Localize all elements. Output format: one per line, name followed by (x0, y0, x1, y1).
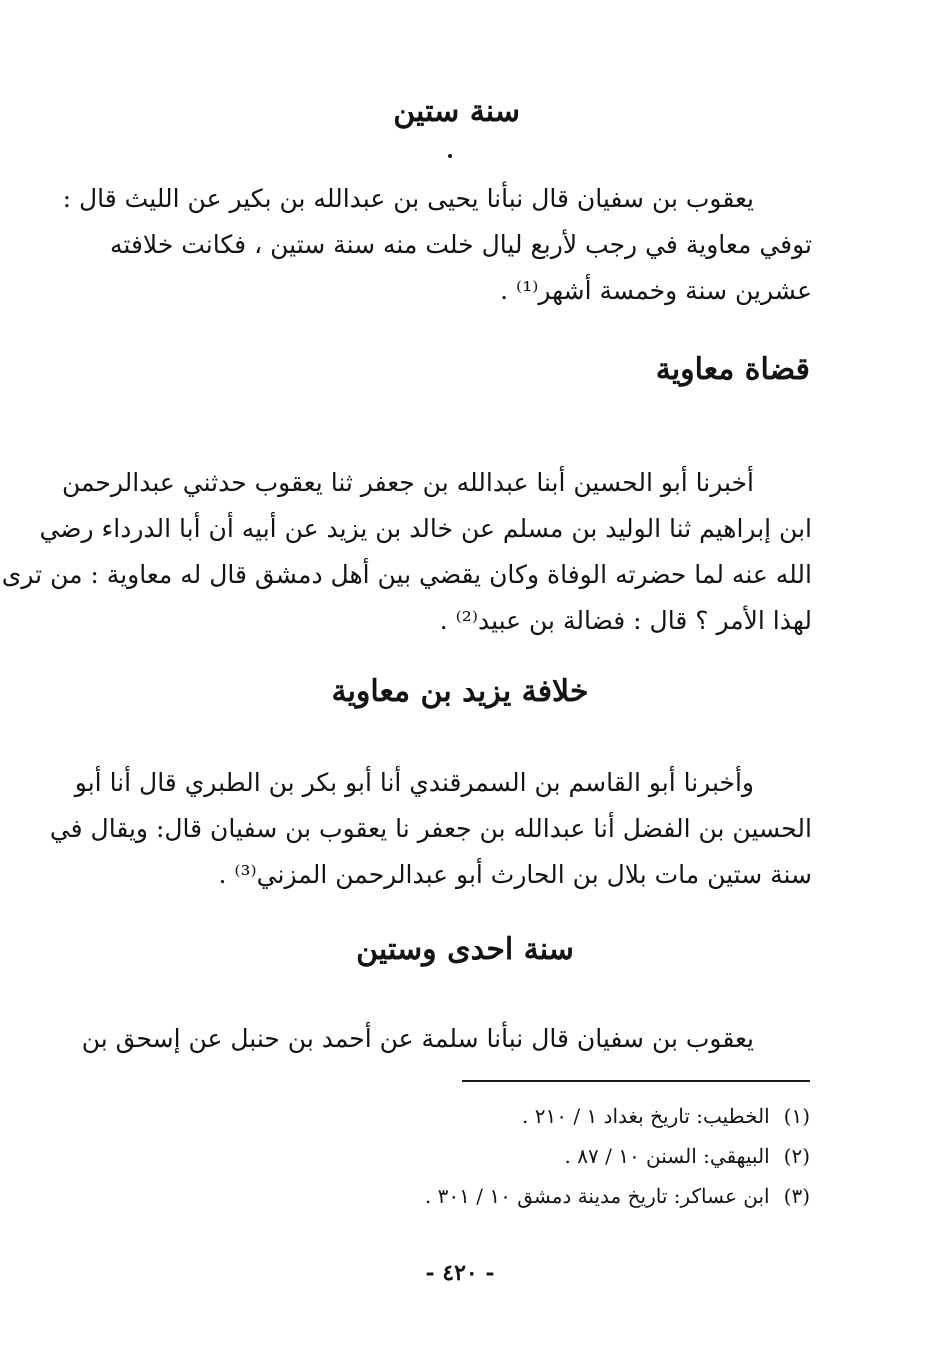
paragraph-line: يعقوب بن سفيان قال نبأنا سلمة عن أحمد بن حنبل عن إسحق بن (81, 1024, 754, 1053)
section-heading-year-60: سنة ستين (393, 94, 520, 129)
decorative-dot (448, 154, 452, 158)
footnote-text: ابن عساكر: تاريخ مدينة دمشق ١٠ / ٣٠١ . (424, 1184, 770, 1208)
footnote-2 (380, 1136, 810, 1176)
paragraph-line: الله عنه لما حضرته الوفاة وكان يقضي بين أهل دمشق قال له معاوية : من ترى (1, 560, 812, 589)
paragraph-line: توفي معاوية في رجب لأربع ليال خلت منه سنة ستين ، فكانت خلافته (110, 230, 812, 259)
footnote-number: (٣) (783, 1184, 810, 1208)
paragraph-muawiya-death (62, 176, 812, 314)
page-number: - ٤٢٠ - (425, 1260, 495, 1286)
footnote-3 (380, 1176, 810, 1216)
footnote-separator (462, 1080, 810, 1082)
footnote-number: (٢) (783, 1144, 810, 1168)
footnotes (380, 1096, 810, 1216)
paragraph-line: سنة ستين مات بلال بن الحارث أبو عبدالرحمن المزني⁽³⁾ . (218, 860, 812, 889)
paragraph-line: أخبرنا أبو الحسين أبنا عبدالله بن جعفر ثنا يعقوب حدثني عبدالرحمن (61, 468, 754, 497)
paragraph-year-61-chain (81, 1016, 812, 1062)
paragraph-line: الحسين بن الفضل أنا عبدالله بن جعفر نا يعقوب بن سفيان قال: ويقال في (49, 814, 812, 843)
paragraph-line: لهذا الأمر ؟ قال : فضالة بن عبيد⁽²⁾ . (439, 606, 812, 635)
paragraph-line: يعقوب بن سفيان قال نبأنا يحيى بن عبدالله بن بكير عن الليث قال : (62, 184, 754, 213)
paragraph-line: ابن إبراهيم ثنا الوليد بن مسلم عن خالد بن يزيد عن أبيه أن أبا الدرداء رضي (39, 514, 812, 543)
paragraph-bilal-death (49, 760, 812, 898)
section-heading-year-61: سنة احدى وستين (356, 932, 574, 967)
section-heading-yazid-caliphate: خلافة يزيد بن معاوية (331, 674, 589, 709)
footnote-text: الخطيب: تاريخ بغداد ١ / ٢١٠ . (522, 1104, 770, 1128)
footnote-1 (380, 1096, 810, 1136)
footnote-number: (١) (783, 1104, 810, 1128)
paragraph-line: عشرين سنة وخمسة أشهر⁽¹⁾ . (500, 276, 812, 305)
paragraph-abu-darda (1, 460, 812, 644)
section-heading-muawiya-judges: قضاة معاوية (655, 352, 810, 387)
footnote-text: البيهقي: السنن ١٠ / ٨٧ . (564, 1144, 770, 1168)
paragraph-line: وأخبرنا أبو القاسم بن السمرقندي أنا أبو بكر بن الطبري قال أنا أبو (74, 768, 754, 797)
